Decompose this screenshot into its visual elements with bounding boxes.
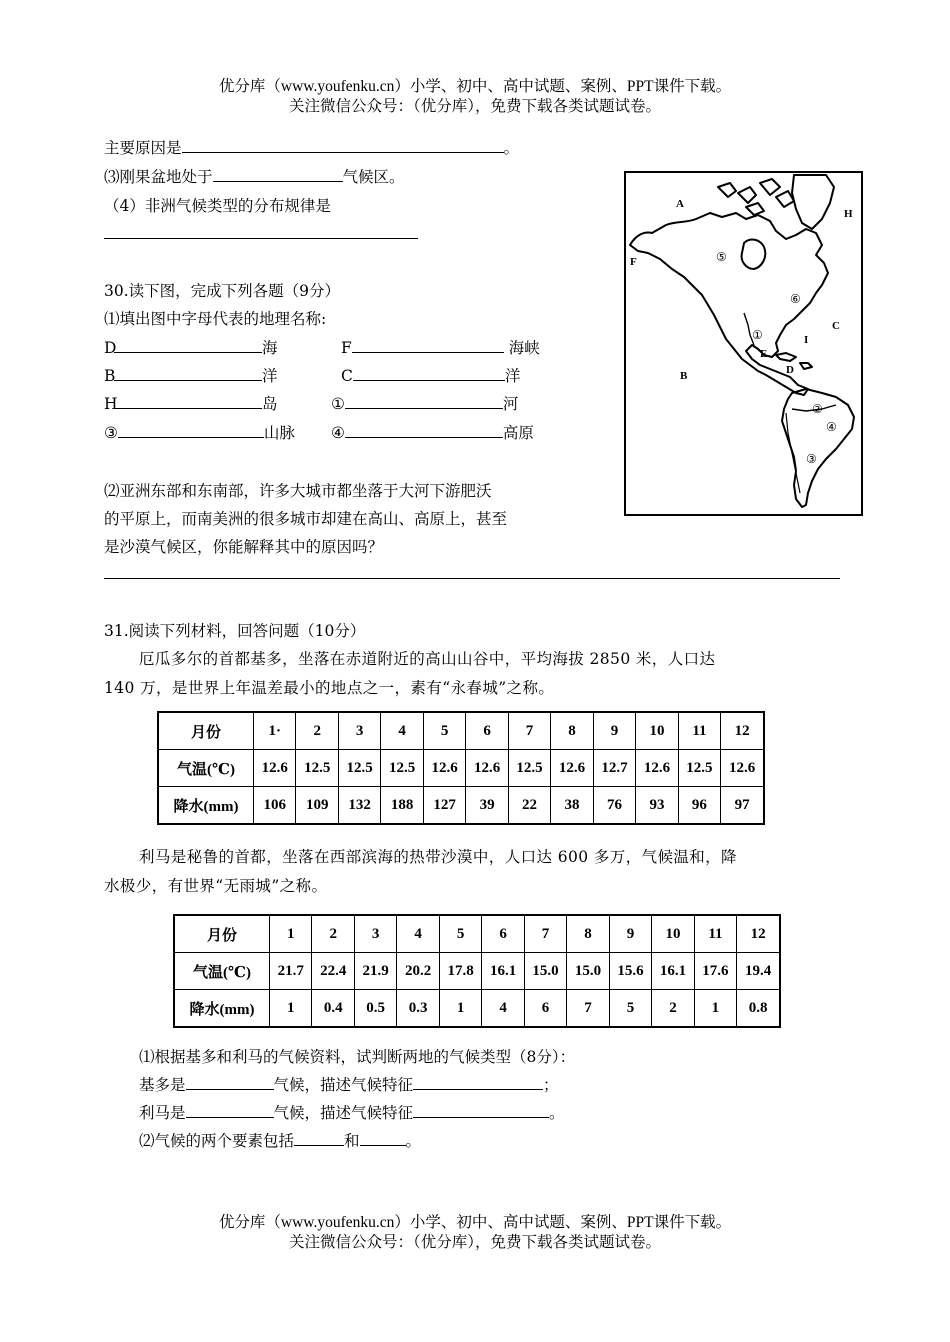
table-cell: 22: [508, 787, 550, 825]
table-cell: 7: [524, 915, 566, 953]
elements-and: 和: [344, 1132, 360, 1150]
footer-line-2: 关注微信公众号：（优分库），免费下载各类试题试卷。: [288, 1234, 661, 1251]
map-label-f: F: [630, 256, 637, 268]
reason-blank[interactable]: [182, 136, 504, 153]
table-cell: 15.0: [567, 953, 609, 990]
q29-part4: （4）非洲气候类型的分布规律是: [104, 197, 331, 215]
q31-part2: [139, 1129, 421, 1151]
blank-c-ocean[interactable]: [353, 364, 505, 381]
table-cell: 6: [482, 915, 524, 953]
table-cell: 10: [636, 712, 678, 750]
label-d: D: [104, 339, 117, 357]
q31-part1: ⑴根据基多和利马的气候资料，试判断两地的气候类型（8分）：: [139, 1048, 576, 1066]
month-row: [174, 915, 780, 953]
map-label-b: B: [680, 370, 688, 382]
table-cell: 0.5: [354, 990, 396, 1028]
suffix-ocean-c: 洋: [504, 367, 521, 385]
hudson-bay: [742, 240, 766, 269]
suffix-river: 河: [502, 395, 519, 413]
label-1: ①: [331, 395, 345, 413]
q30-row-1-right: [341, 336, 540, 358]
element-2-blank[interactable]: [360, 1129, 406, 1146]
reason-end: 。: [503, 139, 520, 157]
table-cell: 188: [381, 787, 423, 825]
label-f: F: [341, 339, 352, 357]
table-cell: 132: [338, 787, 380, 825]
table-cell: 3: [354, 915, 396, 953]
q30-part2-line-3: 是沙漠气候区，你能解释其中的原因吗？: [104, 538, 384, 556]
table-cell: 2: [652, 990, 694, 1028]
table-cell: 15.6: [609, 953, 651, 990]
label-b: B: [104, 367, 116, 385]
table-cell: 12.6: [636, 750, 678, 787]
lima-period: 。: [549, 1104, 565, 1122]
table-cell: 12: [721, 712, 764, 750]
q30-part2-line-2: 的平原上，而南美洲的很多城市却建在高山、高原上，甚至: [104, 510, 508, 528]
blank-3-mountains[interactable]: [118, 421, 264, 438]
month-row: [158, 712, 764, 750]
map-label-4: ④: [826, 420, 837, 434]
q30-row-3-right: [331, 392, 518, 414]
row-label: 降水(mm): [158, 787, 254, 825]
table-cell: 16.1: [652, 953, 694, 990]
table-cell: 93: [636, 787, 678, 825]
table-cell: 0.3: [397, 990, 439, 1028]
q29-answer-line[interactable]: [104, 238, 418, 239]
map-label-6: ⑥: [790, 292, 801, 306]
row-label: 月份: [158, 712, 254, 750]
cuba: [776, 353, 796, 361]
table-cell: 4: [381, 712, 423, 750]
table-cell: 12.6: [466, 750, 508, 787]
row-label: 气温(℃): [158, 750, 254, 787]
table-cell: 106: [254, 787, 296, 825]
precipitation-row: [174, 990, 780, 1028]
suffix-ocean: 洋: [262, 367, 278, 385]
blank-d-sea[interactable]: [114, 336, 262, 353]
suffix-sea: 海: [262, 339, 278, 357]
quito-semicolon: ；: [543, 1076, 559, 1094]
label-4: ④: [331, 424, 345, 442]
quito-climate-blank[interactable]: [186, 1073, 274, 1090]
greenland: [792, 175, 834, 229]
table-cell: 17.6: [694, 953, 736, 990]
antilles: [800, 363, 812, 369]
reason-label: 主要原因是: [104, 139, 182, 157]
element-1-blank[interactable]: [294, 1129, 344, 1146]
table-cell: 1: [439, 990, 481, 1028]
americas-map: [624, 171, 863, 516]
arctic-islands: [718, 179, 794, 215]
suffix-strait: 海峡: [508, 339, 540, 357]
table-cell: 1: [694, 990, 736, 1028]
table-cell: 5: [609, 990, 651, 1028]
q30-part2-line-1: ⑵亚洲东部和东南部，许多大城市都坐落于大河下游肥沃: [104, 482, 492, 500]
lima-mid: 气候，描述气候特征: [273, 1104, 414, 1122]
quito-mid: 气候，描述气候特征: [273, 1076, 414, 1094]
americas-map-drawing: [626, 173, 861, 514]
header-line-1: 优分库（www.youfenku.cn）小学、初中、高中试题、案例、PPT课件下载。: [218, 78, 732, 95]
footer-line-1: 优分库（www.youfenku.cn）小学、初中、高中试题、案例、PPT课件下载。: [218, 1214, 732, 1231]
header-line-2: 关注微信公众号：（优分库），免费下载各类试题试卷。: [288, 98, 661, 115]
q31-title: 31.阅读下列材料，回答问题（10分）: [104, 622, 366, 640]
table-cell: 76: [593, 787, 635, 825]
table-cell: 97: [721, 787, 764, 825]
map-label-2: ②: [812, 402, 823, 416]
table-cell: 8: [551, 712, 593, 750]
quito-prefix: 基多是: [139, 1076, 186, 1094]
table-cell: 2: [312, 915, 354, 953]
q30-row-4-right: [331, 421, 534, 443]
blank-1-river[interactable]: [345, 392, 503, 409]
row-label: 降水(mm): [174, 990, 270, 1028]
blank-b-ocean[interactable]: [114, 364, 262, 381]
lima-text-1: 利马是秘鲁的首都，坐落在西部滨海的热带沙漠中，人口达 600 多万，气候温和，降: [139, 848, 737, 866]
table-cell: 19.4: [737, 953, 780, 990]
table-cell: 12.5: [508, 750, 550, 787]
table-cell: 1·: [254, 712, 296, 750]
table-cell: 17.8: [439, 953, 481, 990]
table-cell: 38: [551, 787, 593, 825]
elements-end: 。: [405, 1132, 422, 1150]
lima-prefix: 利马是: [139, 1104, 186, 1122]
temperature-row: [174, 953, 780, 990]
table-cell: 3: [338, 712, 380, 750]
q30-part1: ⑴填出图中字母代表的地理名称:: [104, 310, 327, 328]
q29-part3: [104, 165, 405, 187]
table-cell: 127: [423, 787, 465, 825]
table-cell: 20.2: [397, 953, 439, 990]
suffix-plateau: 高原: [502, 424, 534, 442]
q30-row-3: [104, 392, 278, 414]
table-cell: 109: [296, 787, 338, 825]
table-cell: 15.0: [524, 953, 566, 990]
quito-feature-blank[interactable]: [413, 1073, 543, 1090]
lima-text-2: 水极少，有世界“无雨城”之称。: [104, 877, 328, 895]
congo-blank[interactable]: [213, 165, 343, 182]
temperature-row: [158, 750, 764, 787]
quito-text-2: 140 万，是世界上年温差最小的地点之一，素有“永春城”之称。: [104, 679, 555, 697]
table-cell: 1: [270, 990, 312, 1028]
blank-h-island[interactable]: [114, 392, 262, 409]
map-label-c: C: [832, 320, 840, 332]
lima-answer-line: [139, 1101, 565, 1123]
table-cell: 96: [678, 787, 720, 825]
table-cell: 0.4: [312, 990, 354, 1028]
label-3: ③: [104, 424, 118, 442]
map-label-e: E: [760, 348, 768, 360]
table-cell: 4: [397, 915, 439, 953]
table-cell: 12.6: [423, 750, 465, 787]
table-cell: 12.7: [593, 750, 635, 787]
q30-answer-line[interactable]: [104, 578, 840, 579]
map-label-3: ③: [806, 452, 817, 466]
table-cell: 7: [508, 712, 550, 750]
q30-row-2-right: [341, 364, 520, 386]
table-cell: 12: [737, 915, 780, 953]
table-cell: 6: [524, 990, 566, 1028]
elements-prefix: ⑵气候的两个要素包括: [139, 1132, 295, 1150]
table-cell: 39: [466, 787, 508, 825]
table-cell: 8: [567, 915, 609, 953]
q30-title: 30.读下图，完成下列各题（9分）: [104, 282, 341, 300]
q30-row-2: [104, 364, 278, 386]
map-label-1: ①: [752, 328, 763, 342]
lima-climate-table: [173, 914, 781, 1028]
table-cell: 12.5: [338, 750, 380, 787]
table-cell: 2: [296, 712, 338, 750]
table-cell: 0.8: [737, 990, 780, 1028]
table-cell: 21.9: [354, 953, 396, 990]
map-label-h: H: [844, 208, 853, 220]
map-label-a: A: [676, 198, 684, 210]
row-label: 气温(℃): [174, 953, 270, 990]
table-cell: 22.4: [312, 953, 354, 990]
suffix-island: 岛: [262, 395, 278, 413]
table-cell: 5: [439, 915, 481, 953]
map-label-d: D: [786, 364, 794, 376]
table-cell: 12.5: [678, 750, 720, 787]
label-h: H: [104, 395, 118, 413]
table-cell: 1: [270, 915, 312, 953]
congo-prefix: ⑶刚果盆地处于: [104, 168, 213, 186]
table-cell: 11: [678, 712, 720, 750]
table-cell: 9: [593, 712, 635, 750]
blank-f-strait[interactable]: [352, 336, 504, 353]
q30-part2: [104, 477, 507, 561]
q29-reason-line: [104, 136, 519, 158]
label-c: C: [341, 367, 353, 385]
table-cell: 6: [466, 712, 508, 750]
table-cell: 5: [423, 712, 465, 750]
table-cell: 11: [694, 915, 736, 953]
lima-feature-blank[interactable]: [413, 1101, 549, 1118]
q30-row-4: [104, 421, 295, 443]
table-cell: 12.5: [381, 750, 423, 787]
table-cell: 12.6: [551, 750, 593, 787]
map-label-i: I: [804, 334, 809, 346]
table-cell: 12.6: [721, 750, 764, 787]
table-cell: 10: [652, 915, 694, 953]
q30-row-1: [104, 336, 278, 358]
lima-climate-blank[interactable]: [186, 1101, 274, 1118]
suffix-mountains: 山脉: [263, 424, 295, 442]
blank-4-plateau[interactable]: [345, 421, 503, 438]
quito-answer-line: [139, 1073, 559, 1095]
table-cell: 9: [609, 915, 651, 953]
congo-suffix: 气候区。: [342, 168, 405, 186]
table-cell: 7: [567, 990, 609, 1028]
map-label-5: ⑤: [716, 250, 727, 264]
table-cell: 4: [482, 990, 524, 1028]
table-cell: 12.6: [254, 750, 296, 787]
table-cell: 21.7: [270, 953, 312, 990]
quito-climate-table: [157, 711, 765, 825]
table-cell: 12.5: [296, 750, 338, 787]
quito-text-1: 厄瓜多尔的首都基多，坐落在赤道附近的高山山谷中，平均海拔 2850 米，人口达: [139, 650, 716, 668]
precipitation-row: [158, 787, 764, 825]
table-cell: 16.1: [482, 953, 524, 990]
row-label: 月份: [174, 915, 270, 953]
